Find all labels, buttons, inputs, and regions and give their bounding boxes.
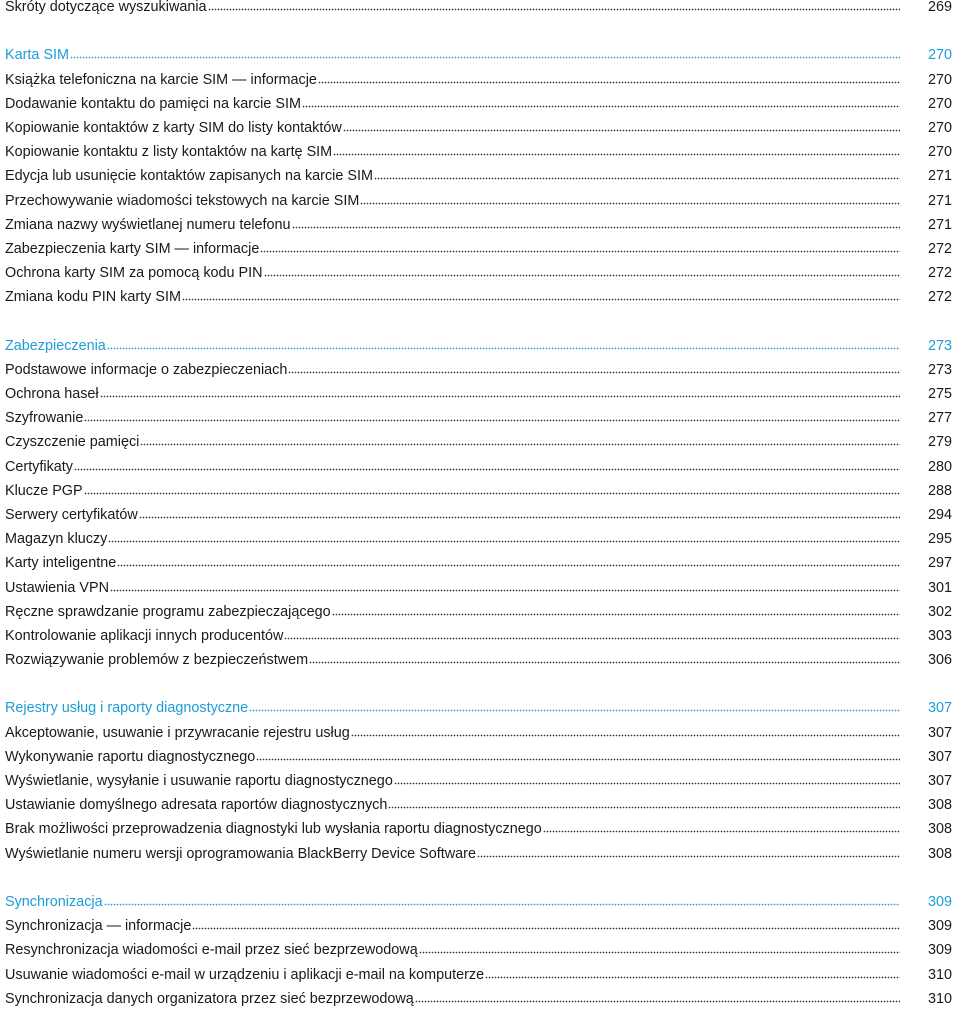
toc-entry-title: Skróty dotyczące wyszukiwania [5,0,207,15]
toc-page-number: 275 [927,386,952,402]
dot-leader [260,243,900,253]
dot-leader [288,364,900,374]
toc-entry-title: Synchronizacja — informacje [5,918,192,935]
dot-leader [394,775,900,785]
dot-leader [415,993,900,1003]
toc-entry-title: Zabezpieczenia karty SIM — informacje [5,240,260,257]
toc-page-number: 307 [927,773,952,789]
toc-page-number: 288 [927,482,952,499]
toc-entry[interactable] [0,430,960,454]
toc-page-number: 273 [927,337,952,354]
toc-entry-title: Podstawowe informacje o zabezpieczeniach [5,361,288,378]
toc-entry-title: Wyświetlanie numeru wersji oprogramowania BlackBerry Device Software [5,845,476,862]
dot-leader [419,944,900,954]
toc-entry[interactable] [0,92,960,116]
toc-entry-title: Zmiana kodu PIN karty SIM [5,289,181,306]
toc-page-number: 309 [927,942,952,959]
toc-section-heading[interactable] [0,890,960,914]
toc-page-number: 297 [927,555,952,572]
toc-entry[interactable] [0,624,960,648]
dot-leader [208,1,900,11]
toc-page-number: 273 [927,361,952,378]
toc-page-number: 310 [927,990,952,1007]
toc-entry-title: Synchronizacja [5,893,103,910]
dot-leader [117,557,900,567]
dot-leader [360,195,900,205]
toc-entry-title: Klucze PGP [5,482,83,499]
toc-entry-title: Wyświetlanie, wysyłanie i usuwanie raportu diagnostycznego [5,773,393,789]
toc-entry-title: Usuwanie wiadomości e-mail w urządzeniu i aplikacji e-mail na komputerze [5,966,485,983]
dot-leader [477,848,900,858]
toc-page-number: 272 [927,289,952,306]
toc-section-heading[interactable] [0,334,960,358]
toc-entry[interactable] [0,164,960,188]
toc-page-number: 309 [927,893,952,910]
toc-entry-title: Karta SIM [5,47,69,64]
dot-leader [70,49,900,59]
dot-leader [543,823,900,833]
toc-page-number: 270 [927,95,952,112]
toc-entry-title: Resynchronizacja wiadomości e-mail przez sieć bezprzewodową [5,942,418,959]
dot-leader [182,291,900,301]
toc-entry[interactable] [0,285,960,309]
toc-entry-title: Ochrona haseł [5,386,99,402]
toc-entry-title: Ustawienia VPN [5,579,109,596]
toc-section-heading[interactable] [0,696,960,720]
dot-leader [318,74,900,84]
toc-entry-title: Magazyn kluczy [5,531,108,548]
toc-entry-title: Ręczne sprawdzanie programu zabezpieczającego [5,603,331,620]
toc-entry-title: Edycja lub usunięcie kontaktów zapisanych na karcie SIM [5,168,373,185]
toc-entry-title: Książka telefoniczna na karcie SIM — informacje [5,71,317,88]
dot-leader [343,122,900,132]
dot-leader [309,654,900,664]
dot-leader [333,146,900,156]
toc-entry-title: Brak możliwości przeprowadzenia diagnostyki lub wysłania raportu diagnostycznego [5,821,542,838]
toc-entry-title: Kopiowanie kontaktu z listy kontaktów na kartę SIM [5,144,333,161]
toc-entry[interactable] [0,842,960,866]
toc-page-number: 270 [927,144,952,161]
dot-leader [139,509,900,519]
toc-entry[interactable] [0,213,960,237]
dot-leader [108,533,900,543]
toc-entry-title: Zmiana nazwy wyświetlanej numeru telefonu [5,216,291,233]
toc-section-heading[interactable] [0,43,960,67]
toc-entry[interactable] [0,721,960,745]
toc-entry[interactable] [0,648,960,672]
toc-page-number: 309 [927,918,952,935]
toc-page-number: 270 [927,71,952,88]
toc-entry-title: Synchronizacja danych organizatora przez sieć bezprzewodową [5,990,414,1007]
dot-leader [374,170,900,180]
toc-entry[interactable] [0,140,960,164]
toc-entry[interactable] [0,0,960,19]
toc-page-number: 308 [927,821,952,838]
toc-entry[interactable] [0,938,960,962]
dot-leader [192,920,900,930]
toc-page-number: 271 [927,216,952,233]
toc-entry[interactable] [0,68,960,92]
dot-leader [284,630,900,640]
toc-page-number: 270 [927,119,952,136]
toc-entry[interactable] [0,382,960,406]
toc-section [0,334,960,673]
toc-entry[interactable] [0,358,960,382]
toc-page-number: 307 [927,724,952,741]
dot-leader [332,606,900,616]
dot-leader [110,582,900,592]
toc-entry[interactable] [0,987,960,1011]
dot-leader [140,436,900,446]
toc-page-number: 272 [927,240,952,257]
toc-entry-title: Ustawianie domyślnego adresata raportów diagnostycznych [5,797,388,814]
toc-page-number: 271 [927,168,952,185]
toc-page-number: 294 [927,506,952,523]
dot-leader [104,896,900,906]
toc-entry-title: Rejestry usług i raporty diagnostyczne [5,700,249,717]
toc-entry[interactable] [0,116,960,140]
toc-page-number: 307 [927,748,952,765]
toc-entry-title: Kontrolowanie aplikacji innych producentów [5,627,284,644]
toc-section [0,890,960,1011]
toc-entry[interactable] [0,237,960,261]
toc-page-number: 307 [927,700,952,717]
dot-leader [100,388,900,398]
dot-leader [74,461,900,471]
toc-section [0,43,960,309]
toc-entry[interactable] [0,769,960,793]
toc-entry[interactable] [0,745,960,769]
dot-leader [256,751,900,761]
toc-entry-title: Serwery certyfikatów [5,506,138,523]
dot-leader [485,969,900,979]
toc-page-number: 302 [927,603,952,620]
dot-leader [302,98,900,108]
toc-entry-title: Karty inteligentne [5,555,117,572]
toc-entry[interactable] [0,406,960,430]
toc-entry-title: Zabezpieczenia [5,337,106,354]
toc-entry-title: Czyszczenie pamięci [5,434,140,451]
dot-leader [84,485,900,495]
toc-entry[interactable] [0,503,960,527]
toc-section [0,696,960,865]
toc-entry[interactable] [0,261,960,285]
dot-leader [264,267,900,277]
toc-page-number: 270 [927,47,952,64]
toc-entry[interactable] [0,551,960,575]
dot-leader [351,727,900,737]
toc-entry-title: Szyfrowanie [5,410,84,427]
toc-entry[interactable] [0,600,960,624]
toc-page-number: 277 [927,410,952,427]
toc-page-number: 269 [927,0,952,15]
dot-leader [249,702,900,712]
toc-page-number: 295 [927,531,952,548]
toc-entry-title: Certyfikaty [5,458,73,475]
toc-entry[interactable] [0,479,960,503]
toc-entry-title: Dodawanie kontaktu do pamięci na karcie SIM [5,95,301,112]
toc-page-number: 272 [927,265,952,282]
toc-page-number: 303 [927,627,952,644]
toc-page-number: 301 [927,579,952,596]
toc-entry[interactable] [0,189,960,213]
dot-leader [292,219,900,229]
toc-page-number: 306 [927,652,952,669]
toc-page-number: 308 [927,797,952,814]
toc-page-number: 308 [927,845,952,862]
toc-entry[interactable] [0,455,960,479]
toc-entry[interactable] [0,963,960,987]
toc-page-number: 310 [927,966,952,983]
dot-leader [388,799,900,809]
toc-section [0,0,960,19]
toc-page-number: 280 [927,458,952,475]
toc-entry[interactable] [0,817,960,841]
toc-entry-title: Ochrona karty SIM za pomocą kodu PIN [5,265,263,282]
toc-entry-title: Wykonywanie raportu diagnostycznego [5,748,256,765]
dot-leader [84,412,900,422]
toc-entry-title: Przechowywanie wiadomości tekstowych na karcie SIM [5,192,360,209]
toc-entry-title: Kopiowanie kontaktów z karty SIM do listy kontaktów [5,119,342,136]
toc-page-number: 271 [927,192,952,209]
toc-entry-title: Akceptowanie, usuwanie i przywracanie rejestru usług [5,724,350,741]
toc-entry[interactable] [0,527,960,551]
toc-page-number: 279 [927,434,952,451]
toc-entry-title: Rozwiązywanie problemów z bezpieczeństwem [5,652,309,669]
dot-leader [107,340,900,350]
toc-entry[interactable] [0,914,960,938]
toc-entry[interactable] [0,576,960,600]
toc-entry[interactable] [0,793,960,817]
